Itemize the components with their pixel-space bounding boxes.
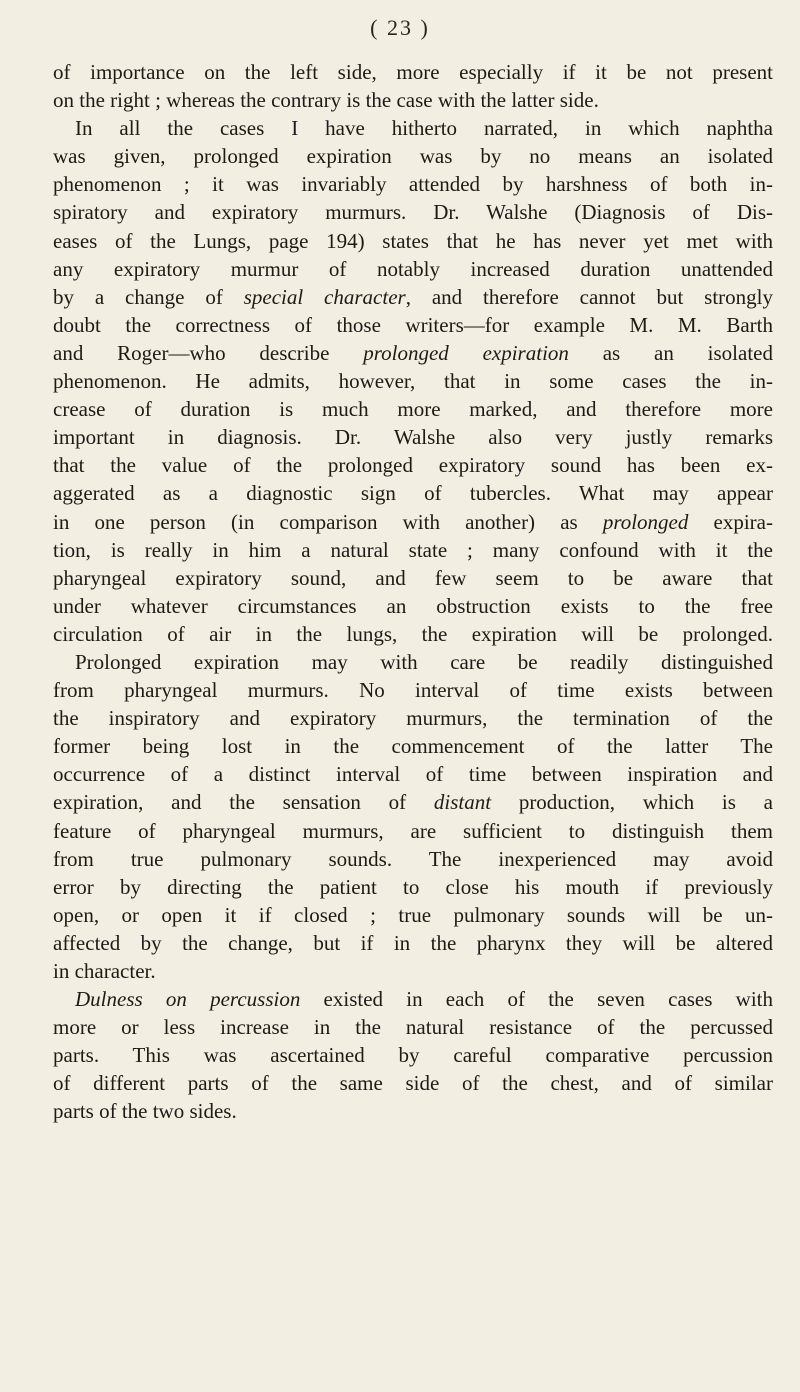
text-segment: feature of pharyngeal murmurs, are sufficient to distinguish them — [53, 818, 773, 843]
text-segment: phenomenon ; it was invariably attended by harshness of both in- — [53, 172, 773, 197]
text-line — [53, 704, 773, 732]
text-line — [53, 648, 773, 676]
text-segment: under whatever circumstances an obstruction exists to the free — [53, 593, 773, 618]
text-segment: In all the cases I have hitherto narrated, in which naphtha — [75, 116, 773, 141]
italic-text: Dulness on percussion — [75, 987, 301, 1012]
text-line — [53, 255, 773, 283]
text-line — [53, 58, 773, 86]
text-line — [53, 339, 773, 367]
text-segment: open, or open it if closed ; true pulmonary sounds will be un- — [53, 902, 773, 927]
text-segment: eases of the Lungs, page 194) states that he has never yet met with — [53, 228, 773, 253]
text-line — [53, 732, 773, 760]
text-segment: of different parts of the same side of the chest, and of similar — [53, 1071, 773, 1096]
text-line — [53, 1069, 773, 1097]
text-line — [53, 536, 773, 564]
text-segment: error by directing the patient to close his mouth if previously — [53, 874, 773, 899]
text-segment: in one person (in comparison with another) as — [53, 509, 603, 534]
text-segment: from pharyngeal murmurs. No interval of time exists between — [53, 678, 773, 703]
text-segment: in character. — [53, 959, 156, 983]
text-segment: spiratory and expiratory murmurs. Dr. Walshe (Diagnosis of Dis- — [53, 200, 773, 225]
text-line — [53, 198, 773, 226]
text-line — [53, 1041, 773, 1069]
text-line — [53, 170, 773, 198]
italic-text: prolonged — [602, 509, 689, 534]
text-line — [53, 620, 773, 648]
text-segment: any expiratory murmur of notably increased duration unattended — [53, 256, 773, 281]
text-segment: expira- — [688, 509, 773, 534]
text-segment: by a change of — [53, 284, 244, 309]
text-segment: production, which is a — [491, 790, 773, 815]
text-segment: of importance on the left side, more especially if it be not present — [53, 60, 773, 84]
text-line — [53, 367, 773, 395]
text-segment: affected by the change, but if in the pharynx they will be altered — [53, 930, 773, 955]
text-line — [53, 451, 773, 479]
text-segment: doubt the correctness of those writers—for example M. M. Barth — [53, 312, 773, 337]
text-line — [53, 564, 773, 592]
text-line — [53, 1097, 773, 1125]
text-segment: phenomenon. He admits, however, that in some cases the in- — [53, 369, 773, 394]
text-segment: parts of the two sides. — [53, 1099, 237, 1124]
text-segment: important in diagnosis. Dr. Walshe also very justly remarks — [53, 425, 773, 450]
text-line — [53, 676, 773, 704]
text-line — [53, 114, 773, 142]
text-segment: crease of duration is much more marked, and therefore more — [53, 397, 773, 422]
text-segment: the inspiratory and expiratory murmurs, the termination of the — [53, 706, 773, 731]
text-line — [53, 985, 773, 1013]
text-segment: pharyngeal expiratory sound, and few seem to be aware that — [53, 565, 773, 590]
text-segment: existed in each of the seven cases with — [300, 987, 773, 1012]
text-line — [53, 142, 773, 170]
text-segment: former being lost in the commencement of the latter The — [53, 734, 773, 759]
text-segment: was given, prolonged expiration was by no means an isolated — [53, 144, 773, 169]
text-line — [53, 86, 773, 114]
italic-text: special character — [243, 284, 406, 309]
text-segment: parts. This was ascertained by careful comparative percussion — [53, 1043, 773, 1068]
text-line — [53, 592, 773, 620]
text-segment: on the right ; whereas the contrary is the case with the latter side. — [53, 88, 599, 113]
text-line — [53, 845, 773, 873]
text-segment: tion, is really in him a natural state ; many confound with it the — [53, 537, 773, 562]
text-line — [53, 901, 773, 929]
text-line — [53, 227, 773, 255]
text-segment: occurrence of a distinct interval of time between inspiration and — [53, 762, 773, 787]
text-line — [53, 957, 773, 985]
text-line — [53, 929, 773, 957]
text-segment: Prolonged expiration may with care be readily distinguished — [75, 649, 773, 674]
text-segment: expiration, and the sensation of — [53, 790, 434, 815]
text-segment: and Roger—who describe — [53, 340, 364, 365]
text-line — [53, 1013, 773, 1041]
text-line — [53, 283, 773, 311]
italic-text: prolonged expiration — [363, 340, 569, 365]
text-segment: as an isolated — [568, 340, 773, 365]
text-segment: circulation of air in the lungs, the expiration will be prolonged. — [53, 621, 773, 646]
text-segment: aggerated as a diagnostic sign of tubercles. What may appear — [53, 481, 773, 506]
text-segment: that the value of the prolonged expiratory sound has been ex- — [53, 453, 773, 478]
text-segment: more or less increase in the natural resistance of the percussed — [53, 1015, 773, 1040]
page-number: ( 23 ) — [370, 15, 430, 40]
text-line — [53, 788, 773, 816]
text-line — [53, 423, 773, 451]
italic-text: distant — [433, 790, 492, 815]
text-line — [53, 311, 773, 339]
text-line — [53, 760, 773, 788]
text-line — [53, 395, 773, 423]
text-segment: , and therefore cannot but strongly — [405, 284, 773, 309]
text-line — [53, 817, 773, 845]
body-text — [53, 58, 773, 1126]
text-line — [53, 479, 773, 507]
text-line — [53, 508, 773, 536]
text-segment: from true pulmonary sounds. The inexperienced may avoid — [53, 846, 773, 871]
text-line — [53, 873, 773, 901]
